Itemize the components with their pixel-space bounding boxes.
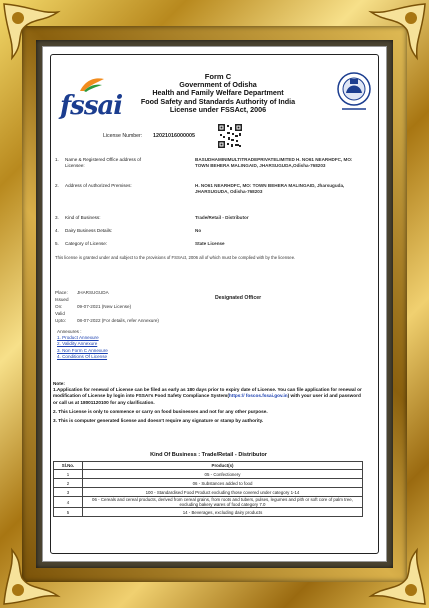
department-name: Health and Family Welfare Department — [152, 88, 284, 98]
act-name: License under FSSAct, 2006 — [169, 104, 267, 114]
license-number-label: License Number: — [103, 133, 143, 139]
table-row: 2 06 - Substances added to food — [54, 479, 363, 488]
foscos-link[interactable]: https:// foscos.fssai.gov.in — [228, 393, 288, 399]
annexure-link-conditions[interactable]: 4. Conditions Of License — [57, 353, 108, 359]
place-dates: Place: JHARSUGUDA Issued On: 09-07-2021 (New License) Valid Upto: 08-07-2022 (For details, refer Annexure) — [55, 290, 159, 323]
government-name: Government of Odisha — [179, 80, 257, 90]
place-value: JHARSUGUDA — [77, 290, 109, 295]
form-title: Form C — [204, 72, 232, 81]
fssai-logo-text: fssai — [60, 91, 123, 121]
designated-officer: Designated Officer — [215, 295, 262, 301]
document-header — [113, 73, 323, 114]
table-row: 4 06 - Cereals and cereal products, derived from cereal grains, from roots and tubers, pulses, legumes and pith or soft core of palm tree, excluding bakery wares of food category 7.0 — [54, 497, 363, 508]
annexure-link-non-form-c[interactable]: 3. Non Form C Annexure — [57, 347, 108, 353]
kind-of-business-title: Kind Of Business : Trade/Retail - Distributor — [150, 452, 267, 458]
qr-code-icon — [217, 123, 243, 149]
fssai-logo-icon — [60, 75, 123, 123]
annexures: Annexures : 1. Product Annexure 2. Validity Annexure 3. Non Form C Annexure 4. Conditions Of License — [57, 329, 108, 359]
license-document: fssai Form C Government of Odisha Health and Family Welfare Department Food Safety and Standards Authority of India License under FSSAct, 2006 License Number: 12021016000005 1. Name & Registered Office address of Licensee: BASUDHAMINIMULTITRADEPRIVATELIMITED H. NO61 NEARHDFC, MO: TOWN BEHERA MALINGAID, JHARSUGUDA,Odisha-768203 2. Address of Authorized Premises: H. NO61 NEARHDFC, MO: TOWN BEHERA MALINGAID, Jharsuguda, JHARSUGUDA, Odisha-768203 3. Kind of Business: Trade/Retail - Distributor 4. Dairy Business Details: No 5. Category of License: State License This license is granted under and subject to the provisions of FSSAct, 2006 all of which must be complied with by the licensee. Place: JHARSUGUDA Issued On: 09-07-2021 (New License) Valid Upto: 08-07-2022 (For details, refer Annexure) Designated Officer Annexures : 1. Product Annexure 2. Validity Annexure 3. Non Form C Annexure 4. Conditions Of License Note: 1.Application for renewal of License can be filed as early as 180 days prior to expiry date of License. You can file application for renewal or modification of License by login into FSSAI's Food Safety Compliance System(https:// foscos.fssai.gov.in) with your user id and password or call us at 18001120100 for any clarification. 2. This License is only to commence or carry on food businesses and not for any other purpose. 3. This is computer generated license and doesn't require any signature or stamp by authority. Kind Of Business : Trade/Retail - Distributor Sl.No. Product(s) 1 05 - Confectionery 2 06 - Substances added to food 3 100 - Standardised Food Product excluding those covered under category 1-14 4 06 - Cereals and cereal products, derived from cereal grains, from roots and tubers, pulses, legumes and pith or soft core of palm tree, excluding bakery wares of food category 7.0 5 14 - Beverages, excluding dairy products — [42, 46, 387, 562]
grant-text: This license is granted under and subject to the provisions of FSSAct, 2006 all of which must be complied with by the licensee. — [55, 255, 296, 260]
products-table — [53, 461, 363, 517]
authority-name: Food Safety and Standards Authority of India — [140, 96, 296, 106]
table-row: 5 14 - Beverages, excluding dairy products — [54, 508, 363, 517]
notes: Note: 1.Application for renewal of License can be filed as early as 180 days prior to expiry date of License. You can file application for renewal or modification of License by login into FSSAI's Food Safety Compliance System(https:// foscos.fssai.gov.in) with your user id and password or call us at 18001120100 for any clarification. 2. This License is only to commence or carry on food businesses and not for any other purpose. 3. This is computer generated license and doesn't require any signature or stamp by authority. — [53, 381, 362, 424]
valid-value: 08-07-2022 (For details, refer Annexure) — [77, 318, 159, 323]
odisha-emblem-icon — [336, 71, 372, 115]
table-row: 1 05 - Confectionery — [54, 470, 363, 479]
annexure-link-product[interactable]: 1. Product Annexure — [57, 335, 99, 341]
table-header: Product(s) — [83, 462, 363, 470]
annexure-link-validity[interactable]: 2. Validity Annexure — [57, 341, 98, 347]
license-number: 12021016000005 — [153, 133, 195, 139]
table-row: 3 100 - Standardised Food Product excluding those covered under category 1-14 — [54, 488, 363, 497]
issued-value: 09-07-2021 (New License) — [77, 304, 132, 309]
table-header: Sl.No. — [54, 462, 83, 470]
